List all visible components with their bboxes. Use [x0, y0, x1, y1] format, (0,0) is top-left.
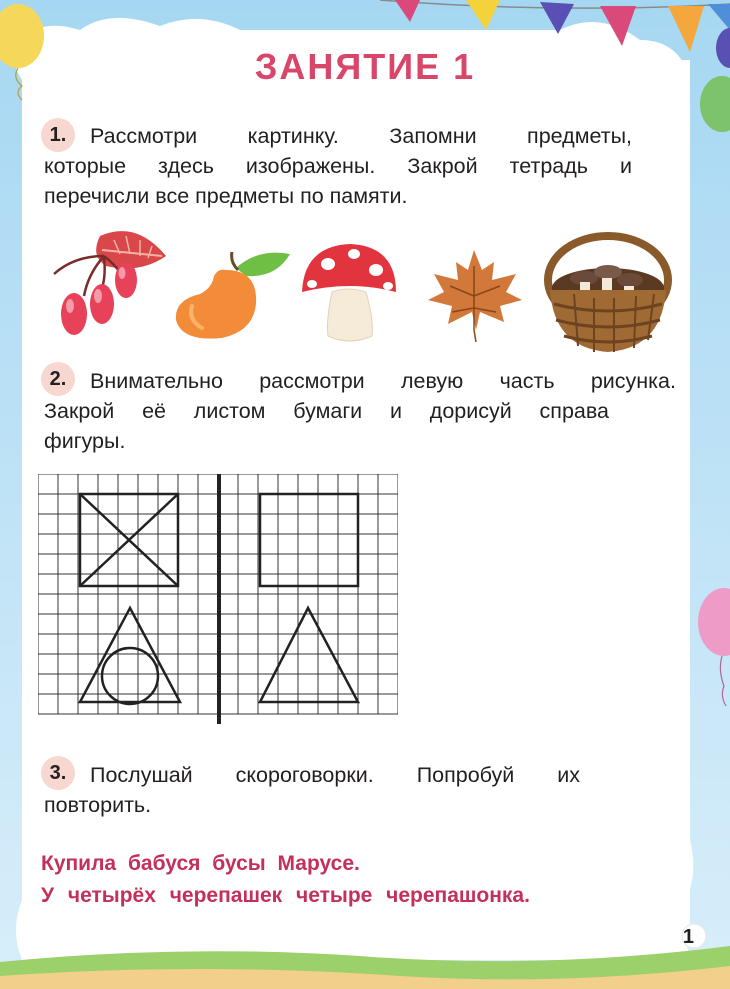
task-3-number: 3. — [41, 756, 75, 790]
right-square — [260, 494, 358, 586]
grid-exercise — [38, 474, 398, 724]
page-title: ЗАНЯТИЕ 1 — [254, 46, 476, 87]
task-1-number: 1. — [41, 118, 75, 152]
right-triangle — [260, 608, 358, 702]
tongue-twister-1: Купила бабуся бусы Марусе. — [41, 852, 360, 875]
maple-leaf-icon — [424, 246, 526, 342]
rowan-berries-icon — [44, 226, 168, 348]
task-1-line-1: Рассмотри картинку. Запомни предметы, — [90, 124, 632, 148]
page-number: 1 — [682, 926, 694, 948]
tongue-twister-2: У четырёх черепашек четыре черепашонка. — [41, 884, 530, 907]
task-2-line-1: Внимательно рассмотри левую часть рисунка. — [90, 369, 676, 393]
task-3-line-1: Послушай скороговорки. Попробуй их — [90, 763, 580, 787]
task-3-text — [44, 760, 580, 820]
task-2-line-2: Закрой её листом бумаги и дорисуй справа — [44, 399, 609, 423]
task-3-line-2: повторить. — [44, 793, 152, 817]
task-1-line-2: которые здесь изображены. Закрой тетрадь и — [44, 154, 632, 178]
task-2-line-3: фигуры. — [44, 429, 126, 453]
pear-icon — [172, 240, 294, 344]
mushroom-basket-icon — [544, 228, 672, 356]
left-triangle-with-circle — [80, 608, 180, 704]
task-2-text — [44, 366, 676, 456]
task-2-number: 2. — [41, 362, 75, 396]
mushroom-icon — [298, 240, 400, 344]
left-square-with-cross — [80, 494, 178, 586]
task-1-line-3: перечисли все предметы по памяти. — [44, 184, 408, 208]
task-1-text — [44, 121, 632, 211]
